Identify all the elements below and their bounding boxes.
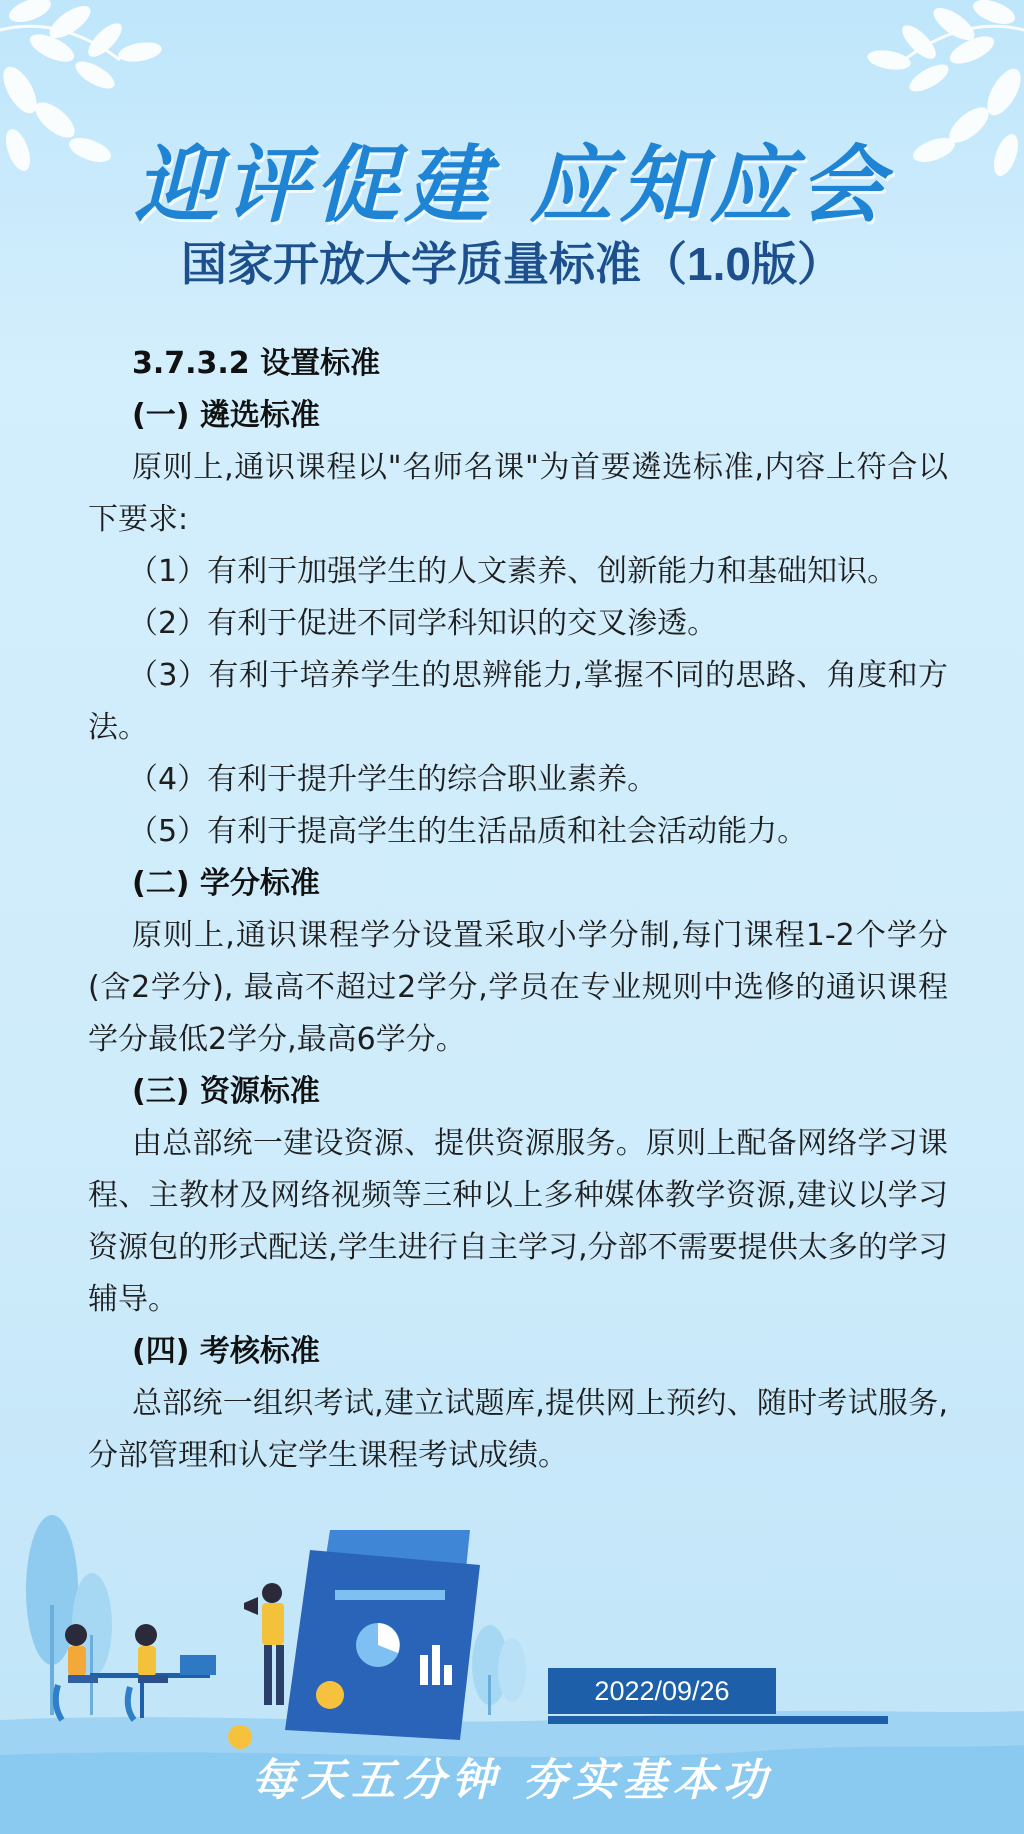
list-item: （3）有利于培养学生的思辨能力,掌握不同的思路、角度和方法。: [88, 658, 948, 745]
section-body: 由总部统一建设资源、提供资源服务。原则上配备网络学习课程、主教材及网络视频等三种以上多种媒体教学资源,建议以学习资源包的形式配送,学生进行自主学习,分部不需要提供太多的学习辅导。: [88, 1126, 948, 1317]
section-heading: (四) 考核标准: [132, 1334, 320, 1369]
header-slogan: 迎评促建 应知应会: [134, 135, 890, 234]
document-body: [88, 338, 948, 1482]
section-body: 原则上,通识课程学分设置采取小学分制,每门课程1-2个学分(含2学分), 最高不超过2学分,学员在专业规则中选修的通识课程学分最低2学分,最高6学分。: [88, 918, 948, 1057]
list-item: （5）有利于提高学生的生活品质和社会活动能力。: [128, 814, 808, 849]
list-item: （1）有利于加强学生的人文素养、创新能力和基础知识。: [128, 554, 898, 589]
section-intro: 原则上,通识课程以"名师名课"为首要遴选标准,内容上符合以下要求:: [88, 450, 948, 537]
section-heading: (一) 遴选标准: [132, 398, 320, 433]
footer-slogan: 每天五分钟 夯实基本功: [251, 1755, 773, 1806]
date-stripe: [548, 1716, 888, 1724]
section-heading: (三) 资源标准: [132, 1074, 320, 1109]
date-badge: 2022/09/26: [548, 1668, 776, 1714]
section-code: 3.7.3.2 设置标准: [132, 346, 381, 381]
list-item: （2）有利于促进不同学科知识的交叉渗透。: [128, 606, 718, 641]
list-item: （4）有利于提升学生的综合职业素养。: [128, 762, 658, 797]
section-heading: (二) 学分标准: [132, 866, 320, 901]
presentation-board-icon: [285, 1530, 480, 1740]
megaphone-icon: [244, 1597, 258, 1615]
section-body: 总部统一组织考试,建立试题库,提供网上预约、随时考试服务,分部管理和认定学生课程考试成绩。: [88, 1386, 948, 1473]
page-title: 国家开放大学质量标准（1.0版）: [181, 238, 843, 290]
coin-icon: [316, 1681, 344, 1709]
